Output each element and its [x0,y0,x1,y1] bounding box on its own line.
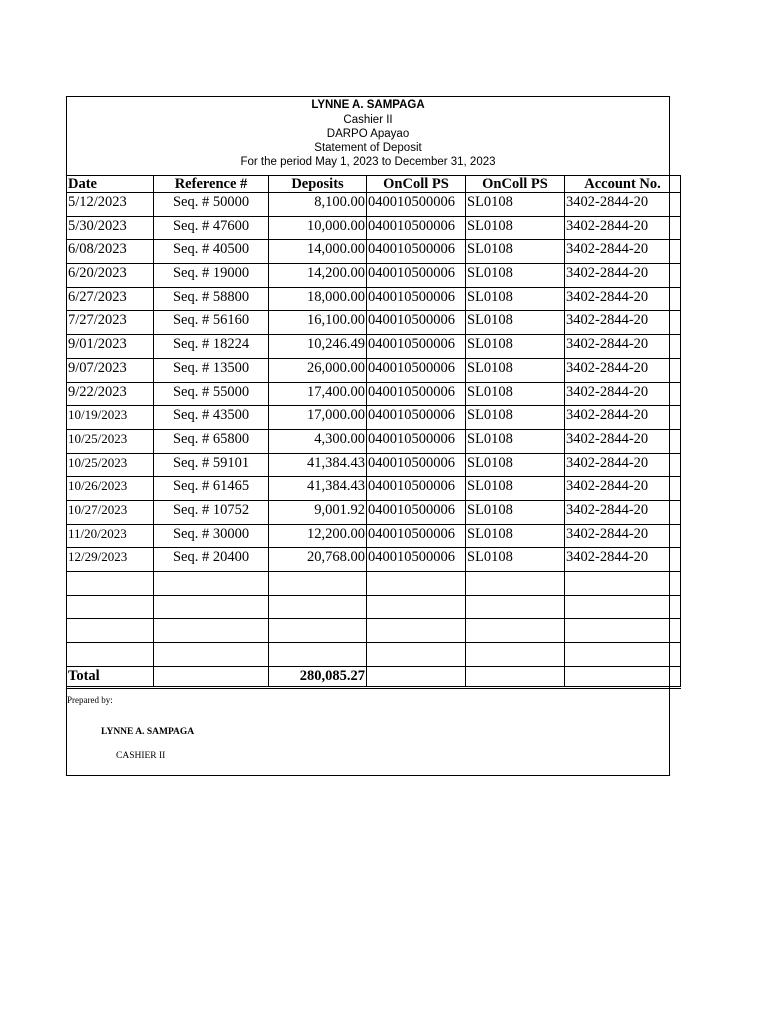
cell-deposit: 17,400.00 [269,382,367,406]
column-header-deposits: Deposits [269,176,367,193]
table-row [67,240,681,264]
cell-oncoll-ps-2: SL0108 [466,287,565,311]
statement-period: For the period May 1, 2023 to December 31, 2023 [240,156,496,168]
cell-oncoll-ps-2: SL0108 [466,358,565,382]
cell-reference: Seq. # 40500 [154,240,269,264]
table-row [67,311,681,335]
table-row-blank [67,595,681,619]
table-row [67,548,681,572]
signatory-title: CASHIER II [116,751,166,761]
prepared-by-label: Prepared by: [67,695,113,705]
statement-sheet [66,96,670,776]
signatory-name: LYNNE A. SAMPAGA [101,727,195,737]
cell-reference: Seq. # 13500 [154,358,269,382]
table-header-row [67,176,681,193]
cell-date: 9/22/2023 [67,382,154,406]
deposit-table [66,175,681,689]
cell-oncoll-ps-1: 040010500006 [367,477,466,501]
cell-oncoll-ps-2: SL0108 [466,429,565,453]
cell-oncoll-ps-1: 040010500006 [367,453,466,477]
cell-reference: Seq. # 58800 [154,287,269,311]
cell-deposit: 4,300.00 [269,429,367,453]
table-row [67,406,681,430]
cell-oncoll-ps-2: SL0108 [466,240,565,264]
cell-deposit: 14,000.00 [269,240,367,264]
cell-date: 9/01/2023 [67,335,154,359]
column-header-oncoll-ps-1: OnColl PS [367,176,466,193]
cashier-position: Cashier II [343,114,393,126]
cell-oncoll-ps-2: SL0108 [466,548,565,572]
cell-date: 5/30/2023 [67,216,154,240]
cell-date: 10/26/2023 [67,477,154,501]
cell-oncoll-ps-1: 040010500006 [367,429,466,453]
cell-reference: Seq. # 56160 [154,311,269,335]
table-row [67,216,681,240]
total-row [67,666,681,687]
cell-deposit: 14,200.00 [269,264,367,288]
cell-oncoll-ps-1: 040010500006 [367,406,466,430]
cell-date: 5/12/2023 [67,193,154,217]
table-row [67,193,681,217]
cell-deposit: 8,100.00 [269,193,367,217]
table-row-blank [67,619,681,643]
cell-account-no: 3402-2844-20 [565,193,681,217]
cell-account-no: 3402-2844-20 [565,477,681,501]
cell-account-no: 3402-2844-20 [565,500,681,524]
cell-date: 6/20/2023 [67,264,154,288]
table-row [67,500,681,524]
cell-reference: Seq. # 20400 [154,548,269,572]
cell-oncoll-ps-2: SL0108 [466,524,565,548]
cell-reference: Seq. # 30000 [154,524,269,548]
cell-deposit: 10,246.49 [269,335,367,359]
cell-account-no: 3402-2844-20 [565,335,681,359]
table-row [67,429,681,453]
cell-account-no: 3402-2844-20 [565,216,681,240]
table-row [67,264,681,288]
cell-oncoll-ps-1: 040010500006 [367,311,466,335]
cell-oncoll-ps-1: 040010500006 [367,524,466,548]
cell-oncoll-ps-2: SL0108 [466,453,565,477]
cashier-name: LYNNE A. SAMPAGA [311,99,425,111]
cell-reference: Seq. # 59101 [154,453,269,477]
cell-oncoll-ps-2: SL0108 [466,311,565,335]
cell-date: 10/25/2023 [67,453,154,477]
cell-account-no: 3402-2844-20 [565,287,681,311]
table-row [67,524,681,548]
column-header-account-no: Account No. [565,176,681,193]
blank-rows [67,572,681,688]
cell-date: 10/25/2023 [67,429,154,453]
cell-oncoll-ps-1: 040010500006 [367,382,466,406]
cell-account-no: 3402-2844-20 [565,429,681,453]
cell-oncoll-ps-1: 040010500006 [367,500,466,524]
cell-oncoll-ps-2: SL0108 [466,216,565,240]
cell-account-no: 3402-2844-20 [565,382,681,406]
cell-account-no: 3402-2844-20 [565,240,681,264]
cell-oncoll-ps-2: SL0108 [466,382,565,406]
statement-header [67,97,669,172]
cell-deposit: 16,100.00 [269,311,367,335]
cell-account-no: 3402-2844-20 [565,311,681,335]
office-name: DARPO Apayao [326,128,410,140]
column-header-reference: Reference # [154,176,269,193]
cell-oncoll-ps-1: 040010500006 [367,335,466,359]
cell-date: 7/27/2023 [67,311,154,335]
cell-date: 10/19/2023 [67,406,154,430]
table-row [67,477,681,501]
column-header-date: Date [67,176,154,193]
cell-deposit: 26,000.00 [269,358,367,382]
cell-oncoll-ps-2: SL0108 [466,477,565,501]
deposit-rows [67,193,681,572]
cell-date: 11/20/2023 [67,524,154,548]
cell-reference: Seq. # 10752 [154,500,269,524]
cell-date: 6/08/2023 [67,240,154,264]
table-row-blank [67,643,681,667]
cell-deposit: 10,000.00 [269,216,367,240]
cell-account-no: 3402-2844-20 [565,548,681,572]
cell-oncoll-ps-1: 040010500006 [367,264,466,288]
cell-reference: Seq. # 43500 [154,406,269,430]
cell-oncoll-ps-1: 040010500006 [367,287,466,311]
cell-reference: Seq. # 50000 [154,193,269,217]
column-header-oncoll-ps-2: OnColl PS [466,176,565,193]
table-row-blank [67,572,681,596]
cell-reference: Seq. # 47600 [154,216,269,240]
cell-deposit: 17,000.00 [269,406,367,430]
cell-date: 9/07/2023 [67,358,154,382]
cell-oncoll-ps-1: 040010500006 [367,193,466,217]
cell-deposit: 9,001.92 [269,500,367,524]
table-row [67,453,681,477]
table-row [67,287,681,311]
statement-title: Statement of Deposit [314,142,422,154]
cell-deposit: 20,768.00 [269,548,367,572]
cell-deposit: 41,384.43 [269,453,367,477]
table-row [67,382,681,406]
cell-oncoll-ps-2: SL0108 [466,500,565,524]
cell-account-no: 3402-2844-20 [565,358,681,382]
cell-reference: Seq. # 55000 [154,382,269,406]
total-amount: 280,085.27 [269,666,367,687]
cell-date: 10/27/2023 [67,500,154,524]
cell-oncoll-ps-2: SL0108 [466,193,565,217]
table-row [67,358,681,382]
cell-account-no: 3402-2844-20 [565,406,681,430]
cell-date: 12/29/2023 [67,548,154,572]
cell-oncoll-ps-2: SL0108 [466,406,565,430]
cell-reference: Seq. # 18224 [154,335,269,359]
cell-deposit: 12,200.00 [269,524,367,548]
cell-account-no: 3402-2844-20 [565,524,681,548]
table-row [67,335,681,359]
cell-oncoll-ps-1: 040010500006 [367,240,466,264]
cell-oncoll-ps-2: SL0108 [466,264,565,288]
cell-account-no: 3402-2844-20 [565,453,681,477]
cell-account-no: 3402-2844-20 [565,264,681,288]
cell-oncoll-ps-1: 040010500006 [367,548,466,572]
cell-date: 6/27/2023 [67,287,154,311]
cell-reference: Seq. # 65800 [154,429,269,453]
cell-deposit: 41,384.43 [269,477,367,501]
cell-deposit: 18,000.00 [269,287,367,311]
cell-oncoll-ps-2: SL0108 [466,335,565,359]
total-label: Total [67,666,154,687]
cell-reference: Seq. # 61465 [154,477,269,501]
cell-oncoll-ps-1: 040010500006 [367,216,466,240]
cell-oncoll-ps-1: 040010500006 [367,358,466,382]
cell-reference: Seq. # 19000 [154,264,269,288]
